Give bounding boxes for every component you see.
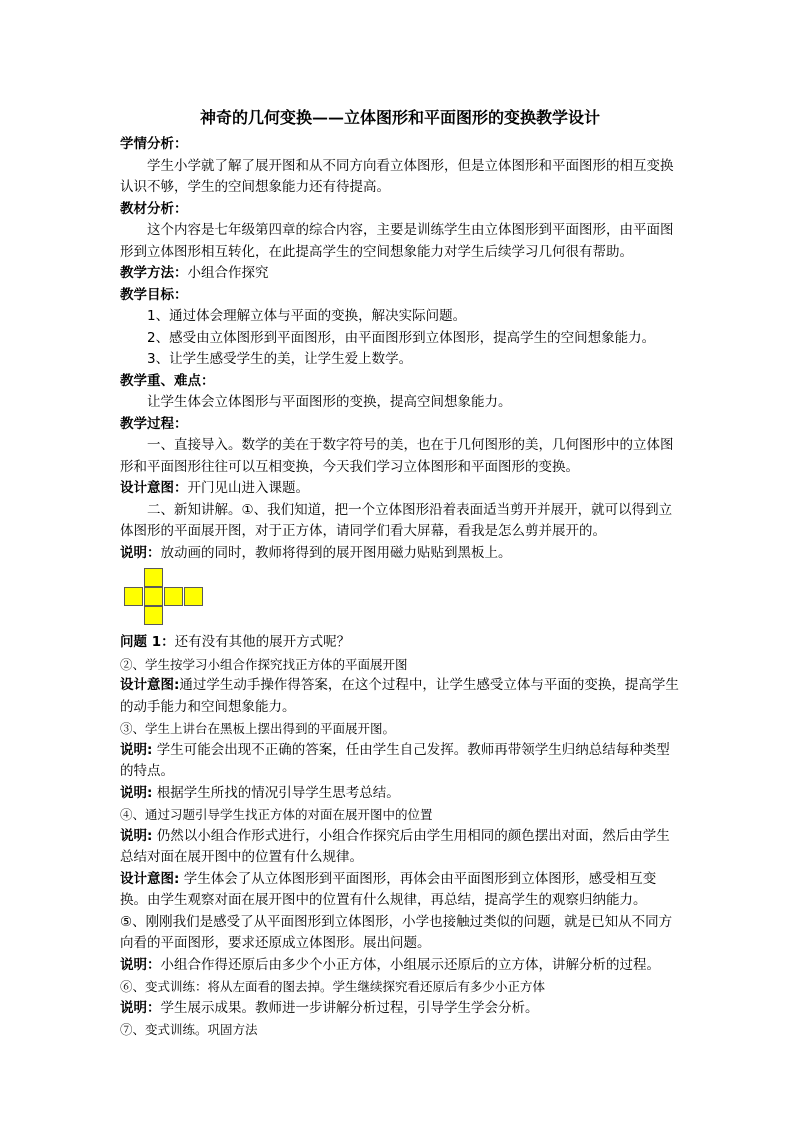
question-label: 问题 1： (120, 634, 175, 650)
step-2: ②、学生按学习小组合作探究找正方体的平面展开图 (120, 656, 408, 672)
net-square (144, 606, 163, 625)
document-page (120, 104, 680, 1041)
note-text: 学生可能会出现不正确的答案，任由学生自己发挥。教师再带领学生归纳总结每种类型的特点。 (120, 741, 670, 779)
note-label: 说明： (120, 999, 161, 1016)
note-text: 根据学生所找的情况引导学生思考总结。 (152, 784, 400, 801)
step-7: ⑦、变式训练。巩固方法 (120, 1022, 258, 1037)
question-text: 还有没有其他的展开方式呢？ (174, 634, 351, 650)
design-intent-text: 学生体会了从立体图形到平面图形，再体会由平面图形到立体图形，感受相互变换。由学生观察对面在展开图中的位置有什么规律，再总结，提高学生的观察归纳能力。 (120, 870, 657, 908)
note-text: 放动画的同时，教师将得到的展开图用磁力贴贴到黑板上。 (160, 544, 512, 561)
new-knowledge-paragraph: 二、新知讲解。①、我们知道，把一个立体图形沿着表面适当剪开并展开，就可以得到立体图形的平面展开图，对于正方体，请同学们看大屏幕，看我是怎么剪并展开的。 (120, 501, 673, 539)
heading-key-points: 教学重、难点： (120, 372, 215, 389)
goal-item: 2、感受由立体图形到平面图形，由平面图形到立体图形，提高学生的空间想象能力。 (147, 329, 656, 346)
design-intent-text: 通过学生动手操作得答案，在这个过程中，让学生感受立体与平面的变换，提高学生的动手能力和空间想象能力。 (120, 677, 679, 715)
cube-net-figure (120, 568, 680, 630)
note-3 (120, 783, 680, 805)
teaching-method-text: 小组合作探究 (187, 265, 269, 281)
design-intent-1 (120, 478, 680, 500)
note-text: 学生展示成果。教师进一步讲解分析过程，引导学生学会分析。 (160, 999, 539, 1016)
design-intent-3 (120, 869, 680, 912)
note-2 (120, 740, 680, 783)
step-3: ③、学生上讲台在黑板上摆出得到的平面展开图。 (120, 721, 396, 736)
note-label: 说明: (120, 741, 153, 758)
material-analysis-text: 这个内容是七年级第四章的综合内容，主要是训练学生由立体图形到平面图形，由平面图形到立体图形相互转化，在此提高学生的空间想象能力对学生后续学习几何很有帮助。 (120, 222, 674, 260)
heading-learner-analysis: 学情分析： (120, 136, 188, 152)
note-label: 说明: (120, 827, 153, 844)
heading-material-analysis: 教材分析： (120, 200, 188, 217)
design-intent-label: 设计意图: (120, 677, 180, 693)
teaching-method-line (120, 263, 680, 285)
note-1 (120, 543, 680, 565)
note-label: 说明: (120, 784, 153, 801)
heading-teaching-method: 教学方法： (120, 265, 188, 281)
net-square (144, 568, 163, 587)
note-6 (120, 998, 680, 1020)
net-square (184, 587, 203, 606)
heading-teaching-process: 教学过程： (120, 415, 188, 432)
goal-item: 1、通过体会理解立体与平面的变换，解决实际问题。 (147, 308, 467, 324)
note-text: 小组合作得还原后由多少个小正方体，小组展示还原后的立方体，讲解分析的过程。 (160, 956, 660, 973)
step-4: ④、通过习题引导学生找正方体的对面在展开图中的位置 (120, 807, 433, 822)
note-text: 仍然以小组合作形式进行，小组合作探究后由学生用相同的颜色摆出对面，然后由学生总结对面在展开图中的位置有什么规律。 (120, 827, 670, 865)
note-4 (120, 826, 680, 869)
goal-item: 3、让学生感受学生的美，让学生爱上数学。 (147, 351, 413, 367)
key-points-text: 让学生体会立体图形与平面图形的变换，提高空间想象能力。 (147, 394, 512, 410)
net-square (124, 587, 143, 606)
net-square (164, 587, 183, 606)
step-6: ⑥、变式训练：将从左面看的图去掉。学生继续探究看还原后有多少小正方体 (120, 979, 546, 994)
note-label: 说明： (120, 956, 161, 973)
design-intent-2 (120, 675, 680, 718)
step-5: ⑤、刚刚我们是感受了从平面图形到立体图形，小学也接触过类似的问题，就是已知从不同方向看的平面图形，要求还原成立体图形。展出问题。 (120, 913, 673, 951)
design-intent-label: 设计意图： (120, 480, 188, 496)
learner-analysis-text: 学生小学就了解了展开图和从不同方向看立体图形，但是立体图形和平面图形的相互变换认识不够，学生的空间想象能力还有待提高。 (120, 157, 674, 195)
intro-paragraph: 一、直接导入。数学的美在于数字符号的美，也在于几何图形的美，几何图形中的立体图形和平面图形往往可以互相变换，今天我们学习立体图形和平面图形的变换。 (120, 437, 674, 475)
question-1 (120, 632, 680, 654)
note-5 (120, 955, 680, 977)
net-square (144, 587, 163, 606)
document-title: 神奇的几何变换——立体图形和平面图形的变换教学设计 (199, 108, 600, 127)
note-label: 说明： (120, 544, 161, 561)
design-intent-label: 设计意图: (120, 870, 180, 887)
design-intent-text: 开门见山进入课题。 (187, 480, 309, 496)
heading-teaching-goals: 教学目标： (120, 286, 188, 303)
